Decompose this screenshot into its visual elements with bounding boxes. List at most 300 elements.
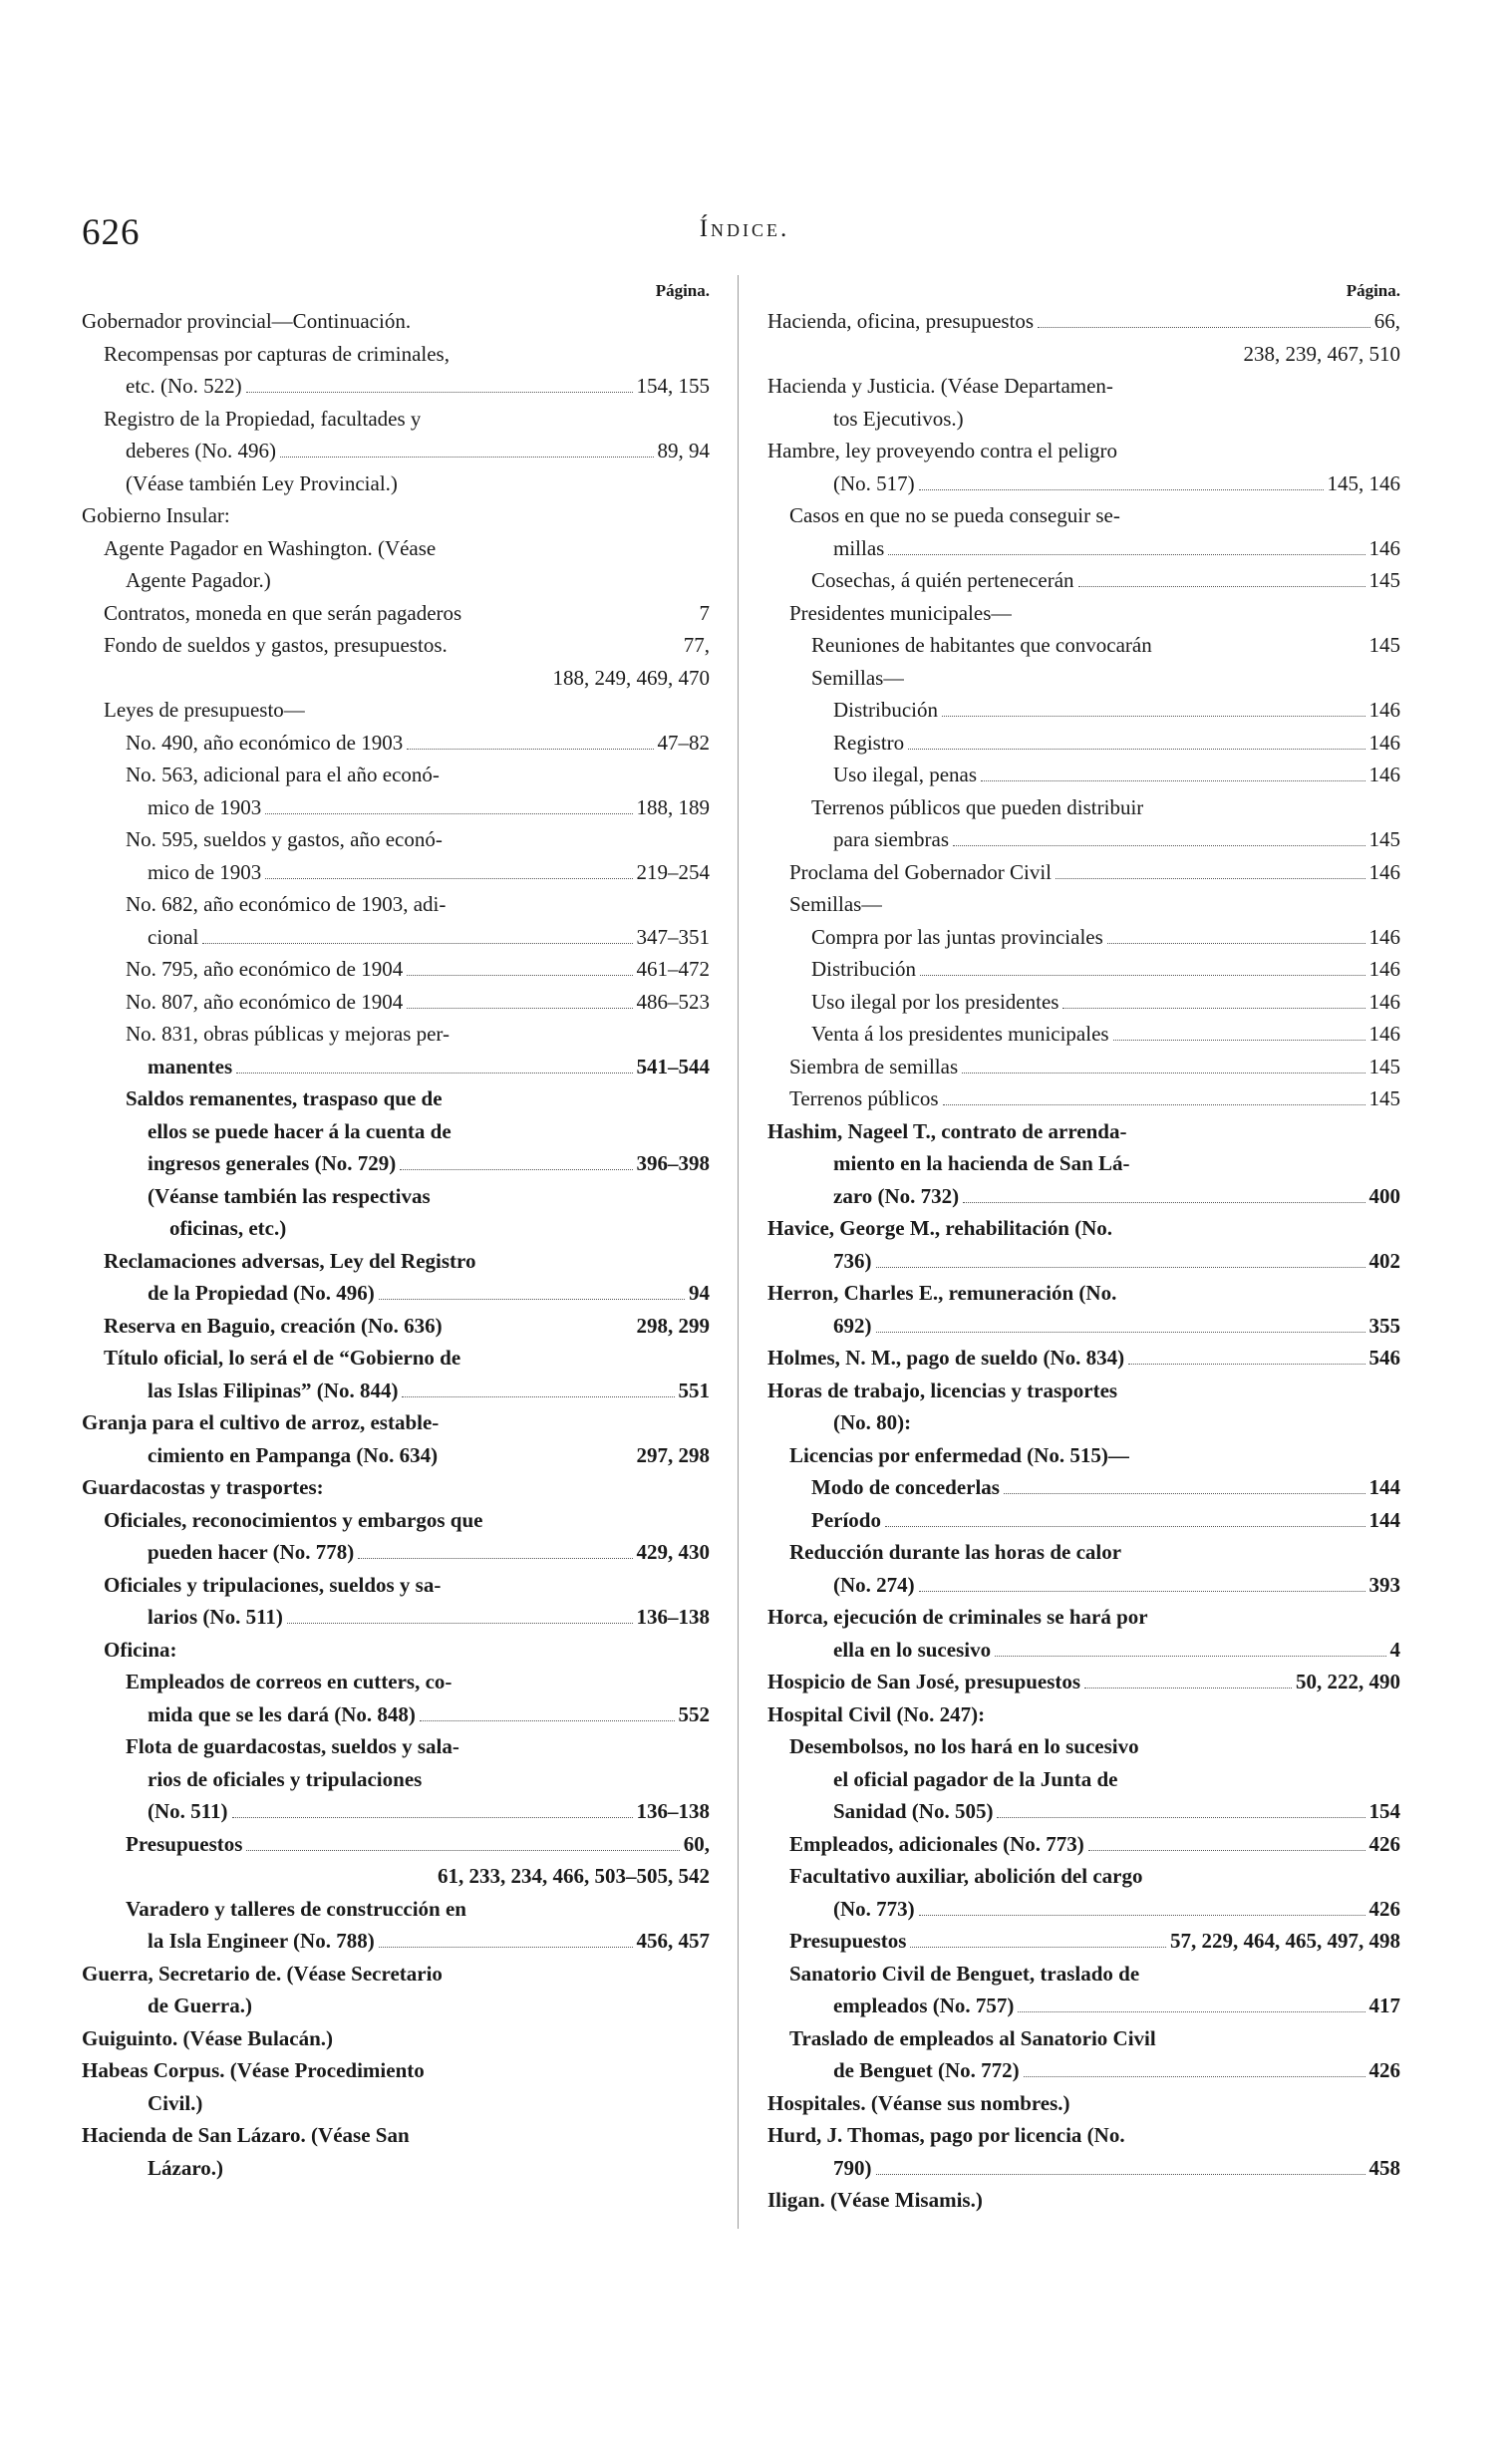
dot-leader xyxy=(1113,1040,1365,1041)
dot-leader xyxy=(885,1526,1365,1527)
entry-text: Sanatorio Civil de Benguet, traslado de xyxy=(789,1961,1140,1986)
entry-text: Oficiales, reconocimientos y embargos que xyxy=(104,1507,483,1532)
dot-leader xyxy=(246,1850,679,1851)
page-reference: 417 xyxy=(1368,1994,1400,2017)
entry-text: Registro de la Propiedad, facultades y xyxy=(104,406,422,431)
entry-text: Traslado de empleados al Sanatorio Civil xyxy=(789,2025,1156,2050)
entry-text: No. 807, año económico de 1904 xyxy=(126,989,404,1014)
index-entry-line xyxy=(82,1082,710,1115)
index-entry-line xyxy=(767,370,1400,403)
entry-text: Saldos remanentes, traspaso que de xyxy=(126,1086,443,1110)
page-reference: 146 xyxy=(1368,989,1400,1014)
dot-leader xyxy=(876,2174,1365,2175)
entry-text: Venta á los presidentes municipales xyxy=(811,1022,1109,1046)
entry-text: (Véase también Ley Provincial.) xyxy=(126,470,398,495)
index-entry-line xyxy=(767,1277,1400,1310)
entry-text: Holmes, N. M., pago de sueldo (No. 834) xyxy=(767,1346,1125,1370)
entry-text: Empleados, adicionales (No. 773) xyxy=(789,1831,1084,1856)
dot-leader xyxy=(1024,2076,1365,2077)
page-reference: 89, 94 xyxy=(657,439,710,462)
index-entry-line xyxy=(82,1666,710,1698)
dot-leader xyxy=(1088,1850,1365,1851)
entry-text: mico de 1903 xyxy=(148,859,262,884)
dot-leader xyxy=(236,1073,632,1074)
entry-text: rios de oficiales y tripulaciones xyxy=(148,1766,423,1791)
entry-text: Horca, ejecución de criminales se hará por xyxy=(767,1605,1148,1629)
pagina-label: Página. xyxy=(1346,281,1400,300)
page-reference: 393 xyxy=(1368,1572,1400,1597)
entry-text: Flota de guardacostas, sueldos y sala- xyxy=(126,1734,459,1758)
page-reference: 297, 298 xyxy=(636,1442,710,1467)
index-entry-line xyxy=(82,1180,710,1213)
index-entry-line xyxy=(767,1730,1400,1763)
index-entry-line xyxy=(767,2022,1400,2055)
index-entries-left xyxy=(82,305,710,2184)
dot-leader xyxy=(910,1947,1166,1948)
index-entry-line xyxy=(767,791,1400,824)
index-column-left xyxy=(82,277,710,2184)
index-entry-line xyxy=(767,1115,1400,1148)
index-entry-line xyxy=(82,1893,710,1926)
dot-leader xyxy=(876,1332,1365,1333)
index-entry-line xyxy=(82,1277,710,1310)
entry-text: Distribución xyxy=(811,957,916,981)
index-entry-line xyxy=(767,1212,1400,1245)
entry-text: Empleados de correos en cutters, co- xyxy=(126,1670,453,1693)
index-entry-line xyxy=(767,2087,1400,2120)
index-entry-line xyxy=(82,1342,710,1375)
index-entry-line xyxy=(82,435,710,467)
entry-text: No. 595, sueldos y gastos, año econó- xyxy=(126,827,443,851)
index-entry-line xyxy=(82,1147,710,1180)
page-reference: 94 xyxy=(689,1281,710,1305)
entry-text: Hacienda de San Lázaro. (Véase San xyxy=(82,2123,410,2147)
page-reference: 146 xyxy=(1368,957,1400,981)
index-entry-line xyxy=(82,727,710,760)
dot-leader xyxy=(232,1817,633,1818)
index-entry-line xyxy=(82,597,710,630)
index-entry-line xyxy=(82,1634,710,1667)
entry-text: Gobierno Insular: xyxy=(82,503,230,527)
entry-text: No. 795, año económico de 1904 xyxy=(126,957,404,981)
dot-leader xyxy=(287,1623,633,1624)
entry-text: Habeas Corpus. (Véase Procedimiento xyxy=(82,2058,425,2082)
entry-text: Sanidad (No. 505) xyxy=(833,1799,994,1823)
index-entry-line xyxy=(82,499,710,532)
index-entry-line xyxy=(767,1634,1400,1667)
entry-text: etc. (No. 522) xyxy=(126,374,242,398)
page-reference: 154 xyxy=(1368,1799,1400,1823)
index-entry-line xyxy=(82,1601,710,1634)
index-entry-line xyxy=(767,597,1400,630)
entry-text: Recompensas por capturas de criminales, xyxy=(104,341,450,366)
index-entry-line xyxy=(767,662,1400,695)
index-entry-line xyxy=(82,1406,710,1439)
page-reference: 4 xyxy=(1389,1637,1400,1662)
index-entry-line xyxy=(82,791,710,824)
entry-text: Uso ilegal por los presidentes xyxy=(811,989,1059,1014)
entry-text: Reclamaciones adversas, Ley del Registro xyxy=(104,1248,476,1273)
page-title: Índice. xyxy=(699,215,790,242)
page-reference: 145 xyxy=(1368,1086,1400,1110)
entry-text: Hospital Civil (No. 247): xyxy=(767,1701,986,1726)
index-entry-line xyxy=(767,921,1400,954)
dot-leader xyxy=(1018,2011,1364,2012)
entry-text: Horas de trabajo, licencias y trasportes xyxy=(767,1378,1118,1402)
entry-text: las Islas Filipinas” (No. 844) xyxy=(148,1378,399,1402)
entry-text: No. 831, obras públicas y mejoras per- xyxy=(126,1022,450,1046)
page-reference: 145 xyxy=(1368,827,1400,851)
index-entry-line xyxy=(82,694,710,727)
dot-leader xyxy=(407,975,632,976)
index-entry-line xyxy=(767,1375,1400,1407)
page-reference: 66, xyxy=(1373,309,1400,333)
entry-text: Guerra, Secretario de. (Véase Secretario xyxy=(82,1961,443,1986)
entry-text: 790) xyxy=(833,2155,872,2180)
dot-leader xyxy=(1128,1364,1364,1365)
index-entry-line xyxy=(767,953,1400,986)
dot-leader xyxy=(919,489,1324,490)
index-entry-line xyxy=(767,1698,1400,1731)
entry-text: Herron, Charles E., remuneración (No. xyxy=(767,1281,1117,1305)
index-entry-line xyxy=(767,823,1400,856)
dot-leader xyxy=(953,845,1364,846)
entry-text: Reserva en Baguio, creación (No. 636) xyxy=(104,1313,443,1338)
entry-text: larios (No. 511) xyxy=(148,1605,283,1629)
index-entry-line xyxy=(767,1082,1400,1115)
page-reference: 429, 430 xyxy=(636,1540,710,1564)
entry-text: Fondo de sueldos y gastos, presupuestos. xyxy=(104,633,448,657)
page-reference: 61, 233, 234, 466, 503–505, 542 xyxy=(438,1864,710,1888)
entry-text: de Guerra.) xyxy=(148,1994,252,2017)
entry-text: pueden hacer (No. 778) xyxy=(148,1540,355,1564)
page-reference: 145 xyxy=(1368,568,1400,592)
index-entry-line xyxy=(767,1925,1400,1958)
entry-text: Varadero y talleres de construcción en xyxy=(126,1896,466,1921)
page-reference: 188, 249, 469, 470 xyxy=(552,665,710,690)
page-reference: 219–254 xyxy=(636,859,710,884)
index-entry-line xyxy=(767,986,1400,1019)
index-entry-line xyxy=(767,1958,1400,1991)
index-entry-line xyxy=(767,1439,1400,1472)
entry-text: Título oficial, lo será el de “Gobierno de xyxy=(104,1346,461,1370)
page-reference: 146 xyxy=(1368,763,1400,786)
index-entry-line xyxy=(82,1828,710,1861)
page-reference: 552 xyxy=(678,1701,710,1726)
index-entry-line xyxy=(767,1471,1400,1504)
page-reference: 145 xyxy=(1368,1054,1400,1078)
entry-text: manentes xyxy=(148,1054,233,1078)
page-reference: 77, xyxy=(683,633,710,657)
page-reference: 50, 222, 490 xyxy=(1296,1670,1400,1693)
entry-text: zaro (No. 732) xyxy=(833,1183,960,1208)
entry-text: Contratos, moneda en que serán pagaderos xyxy=(104,600,462,625)
index-entry-line xyxy=(82,1795,710,1828)
entry-text: Casos en que no se pueda conseguir se- xyxy=(789,503,1120,527)
index-entry-line xyxy=(767,1601,1400,1634)
dot-leader xyxy=(246,392,633,393)
entry-text: Granja para el cultivo de arroz, estable- xyxy=(82,1410,440,1434)
index-entry-line xyxy=(767,888,1400,921)
entry-text: mida que se les dará (No. 848) xyxy=(148,1701,416,1726)
index-entry-line xyxy=(82,370,710,403)
index-entry-line xyxy=(82,1763,710,1796)
entry-text: para siembras xyxy=(833,827,950,851)
page-reference: 146 xyxy=(1368,859,1400,884)
page-reference: 146 xyxy=(1368,535,1400,560)
entry-text: la Isla Engineer (No. 788) xyxy=(148,1929,375,1953)
page-reference: 136–138 xyxy=(636,1605,710,1629)
index-entry-line xyxy=(767,1666,1400,1698)
entry-text: cional xyxy=(148,924,199,949)
dot-leader xyxy=(1107,943,1365,944)
dot-leader xyxy=(995,1656,1385,1657)
index-entry-line xyxy=(767,1860,1400,1893)
index-entry-line xyxy=(767,759,1400,791)
entry-text: Facultativo auxiliar, abolición del cargo xyxy=(789,1864,1143,1888)
page-reference: 60, xyxy=(683,1831,710,1856)
index-entry-line xyxy=(767,1763,1400,1796)
entry-text: ingresos generales (No. 729) xyxy=(148,1151,397,1175)
index-column-right xyxy=(767,277,1400,2217)
index-entry-line xyxy=(82,1115,710,1148)
index-entry-line xyxy=(82,1051,710,1083)
entry-text: Modo de concederlas xyxy=(811,1475,1000,1499)
entry-text: Hacienda, oficina, presupuestos xyxy=(767,309,1035,333)
index-entry-line xyxy=(82,1245,710,1278)
index-entry-line xyxy=(82,2152,710,2185)
dot-leader xyxy=(908,749,1364,750)
index-entry-line xyxy=(82,1925,710,1958)
page-reference: 238, 239, 467, 510 xyxy=(1243,341,1400,366)
entry-text: deberes (No. 496) xyxy=(126,439,277,462)
index-entry-line xyxy=(82,564,710,597)
index-entry-line xyxy=(767,305,1400,338)
index-entry-line xyxy=(82,2022,710,2055)
page-reference: 456, 457 xyxy=(636,1929,710,1953)
index-entry-line xyxy=(767,2184,1400,2217)
entry-text: Período xyxy=(811,1507,881,1532)
page-header xyxy=(82,211,1407,259)
index-entry-line xyxy=(767,2054,1400,2087)
entry-text: Leyes de presupuesto— xyxy=(104,698,305,722)
dot-leader xyxy=(876,1267,1365,1268)
dot-leader xyxy=(402,1396,674,1397)
dot-leader xyxy=(919,1915,1365,1916)
index-entry-line xyxy=(82,986,710,1019)
entry-text: Hacienda y Justicia. (Véase Departamen- xyxy=(767,374,1113,398)
dot-leader xyxy=(1078,586,1365,587)
entry-text: Uso ilegal, penas xyxy=(833,763,978,786)
index-entry-line xyxy=(767,2119,1400,2152)
index-entry-line xyxy=(82,305,710,338)
dot-leader xyxy=(358,1558,632,1559)
index-entry-line xyxy=(767,1569,1400,1602)
index-entry-line xyxy=(82,1471,710,1504)
index-entry-line xyxy=(82,662,710,695)
page-reference: 144 xyxy=(1368,1475,1400,1499)
entry-text: Havice, George M., rehabilitación (No. xyxy=(767,1216,1113,1240)
index-entry-line xyxy=(767,1536,1400,1569)
entry-text: de Benguet (No. 772) xyxy=(833,2058,1020,2082)
entry-text: mico de 1903 xyxy=(148,794,262,819)
index-entry-line xyxy=(82,2119,710,2152)
index-entry-line xyxy=(767,1180,1400,1213)
index-entry-line xyxy=(82,532,710,565)
dot-leader xyxy=(981,780,1364,781)
page-reference: 396–398 xyxy=(636,1151,710,1175)
index-entry-line xyxy=(767,1310,1400,1343)
index-entry-line xyxy=(82,1860,710,1893)
entry-text: Registro xyxy=(833,730,905,755)
entry-text: Terrenos públicos xyxy=(789,1086,939,1110)
entry-text: Semillas— xyxy=(811,665,905,690)
page-reference: 551 xyxy=(678,1378,710,1402)
entry-text: oficinas, etc.) xyxy=(169,1216,287,1240)
index-entry-line xyxy=(82,1958,710,1991)
entry-text: 736) xyxy=(833,1248,872,1273)
entry-text: Desembolsos, no los hará en lo sucesivo xyxy=(789,1734,1139,1758)
entry-text: Oficiales y tripulaciones, sueldos y sa- xyxy=(104,1572,442,1597)
dot-leader xyxy=(407,749,653,750)
entry-text: (No. 773) xyxy=(833,1896,915,1921)
entry-text: (No. 274) xyxy=(833,1572,915,1597)
page-reference: 541–544 xyxy=(636,1054,710,1078)
entry-text: Cosechas, á quién pertenecerán xyxy=(811,568,1074,592)
page-reference: 146 xyxy=(1368,1022,1400,1046)
entry-text: Presidentes municipales— xyxy=(789,600,1013,625)
dot-leader xyxy=(265,813,632,814)
page-reference: 400 xyxy=(1368,1183,1400,1208)
dot-leader xyxy=(1038,327,1370,328)
index-entry-line xyxy=(767,1342,1400,1375)
entry-text: No. 563, adicional para el año econó- xyxy=(126,763,440,786)
dot-leader xyxy=(420,1720,675,1721)
index-entry-line xyxy=(82,921,710,954)
index-entry-line xyxy=(82,1018,710,1051)
index-entry-line xyxy=(767,629,1400,662)
entry-text: Distribución xyxy=(833,698,938,722)
entry-text: tos Ejecutivos.) xyxy=(833,406,964,431)
entry-text: Terrenos públicos que pueden distribuir xyxy=(811,794,1144,819)
entry-text: No. 490, año económico de 1903 xyxy=(126,730,404,755)
entry-text: Agente Pagador.) xyxy=(126,568,271,592)
index-entry-line xyxy=(767,1406,1400,1439)
index-entry-line xyxy=(82,2087,710,2120)
entry-text: Licencias por enfermedad (No. 515)— xyxy=(789,1442,1129,1467)
page-reference: 144 xyxy=(1368,1507,1400,1532)
page-reference: 426 xyxy=(1368,2058,1400,2082)
page-reference: 298, 299 xyxy=(636,1313,710,1338)
index-entry-line xyxy=(767,1893,1400,1926)
entry-text: Iligan. (Véase Misamis.) xyxy=(767,2188,983,2212)
dot-leader xyxy=(962,1073,1364,1074)
index-entry-line xyxy=(767,564,1400,597)
dot-leader xyxy=(379,1299,685,1300)
index-entry-line xyxy=(767,338,1400,371)
entry-text: Reuniones de habitantes que convocarán xyxy=(811,633,1152,657)
dot-leader xyxy=(997,1817,1364,1818)
entry-text: Reducción durante las horas de calor xyxy=(789,1540,1122,1564)
page-reference: 402 xyxy=(1368,1248,1400,1273)
page-reference: 146 xyxy=(1368,698,1400,722)
index-entry-line xyxy=(82,1504,710,1537)
page-reference: 145 xyxy=(1368,633,1400,657)
entry-text: de la Propiedad (No. 496) xyxy=(148,1281,375,1305)
index-entry-line xyxy=(767,1504,1400,1537)
index-entry-line xyxy=(82,1990,710,2022)
entry-text: (No. 511) xyxy=(148,1799,228,1823)
entry-text: ella en lo sucesivo xyxy=(833,1637,992,1662)
entry-text: (Véanse también las respectivas xyxy=(148,1183,431,1208)
index-entry-line xyxy=(82,2054,710,2087)
entry-text: Semillas— xyxy=(789,892,883,916)
index-entry-line xyxy=(767,435,1400,467)
entry-text: ellos se puede hacer á la cuenta de xyxy=(148,1118,452,1143)
index-entry-line xyxy=(767,694,1400,727)
dot-leader xyxy=(920,975,1365,976)
entry-text: Hospicio de San José, presupuestos xyxy=(767,1670,1081,1693)
index-entry-line xyxy=(767,2152,1400,2185)
index-entry-line xyxy=(767,403,1400,436)
index-entry-line xyxy=(82,1439,710,1472)
index-entry-line xyxy=(82,338,710,371)
entry-text: No. 682, año económico de 1903, adi- xyxy=(126,892,447,916)
index-entries-right xyxy=(767,305,1400,2217)
dot-leader xyxy=(407,1008,632,1009)
page-reference: 458 xyxy=(1368,2155,1400,2180)
entry-text: el oficial pagador de la Junta de xyxy=(833,1766,1118,1791)
index-entry-line xyxy=(767,1147,1400,1180)
index-entry-line xyxy=(767,467,1400,500)
index-entry-line xyxy=(82,759,710,791)
index-entry-line xyxy=(767,1828,1400,1861)
dot-leader xyxy=(942,716,1365,717)
entry-text: Siembra de semillas xyxy=(789,1054,959,1078)
entry-text: Presupuestos xyxy=(126,1831,243,1856)
page-reference: 47–82 xyxy=(657,730,710,755)
page-reference: 188, 189 xyxy=(636,794,710,819)
index-entry-line xyxy=(767,532,1400,565)
index-entry-line xyxy=(82,1536,710,1569)
page-reference: 154, 155 xyxy=(636,374,710,398)
index-entry-line xyxy=(767,1990,1400,2022)
page-reference: 546 xyxy=(1368,1346,1400,1370)
index-entry-line xyxy=(82,1310,710,1343)
dot-leader xyxy=(400,1169,632,1170)
page-number: 626 xyxy=(82,212,141,253)
entry-text: Lázaro.) xyxy=(148,2155,224,2180)
entry-text: Oficina: xyxy=(104,1637,177,1662)
entry-text: Hospitales. (Véanse sus nombres.) xyxy=(767,2090,1070,2115)
entry-text: empleados (No. 757) xyxy=(833,1994,1015,2017)
index-entry-line xyxy=(82,629,710,662)
entry-text: (No. 517) xyxy=(833,470,915,495)
entry-text: miento en la hacienda de San Lá- xyxy=(833,1151,1130,1175)
entry-text: Gobernador provincial—Continuación. xyxy=(82,309,412,333)
index-entry-line xyxy=(82,1730,710,1763)
index-entry-line xyxy=(767,1245,1400,1278)
entry-text: millas xyxy=(833,535,885,560)
page-reference: 461–472 xyxy=(636,957,710,981)
pagina-label: Página. xyxy=(655,281,710,300)
dot-leader xyxy=(1056,878,1364,879)
index-entry-line xyxy=(82,888,710,921)
dot-leader xyxy=(963,1202,1364,1203)
page-reference: 146 xyxy=(1368,730,1400,755)
index-entry-line xyxy=(82,1569,710,1602)
entry-text: Civil.) xyxy=(148,2090,203,2115)
